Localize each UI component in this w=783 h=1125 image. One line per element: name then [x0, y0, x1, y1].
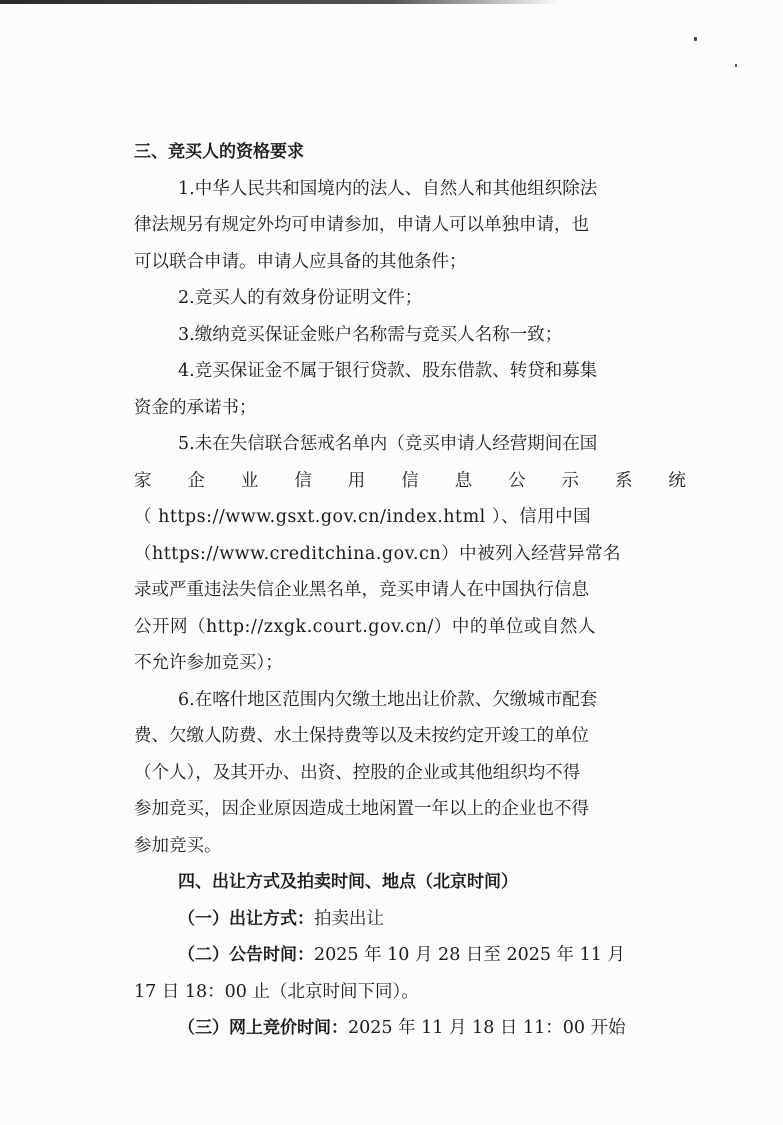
item-4-line-1: 4.竞买保证金不属于银行贷款、股东借款、转贷和募集: [178, 361, 598, 381]
item-4-line-2: 资金的承诺书；: [134, 397, 257, 418]
item-6-line-2: 费、欠缴人防费、水土保持费等以及未按约定开竣工的单位: [134, 726, 589, 746]
item-5-line-7: 不允许参加竞买）；: [134, 653, 283, 673]
item-1-line-1: 1.中华人民共和国境内的法人、自然人和其他组织除法: [178, 178, 598, 199]
item-5-char: 公: [508, 470, 526, 491]
sub-1-label: （一）出让方式：: [178, 908, 314, 929]
sub-3: [134, 1010, 686, 1047]
item-5-char: 示: [561, 470, 579, 491]
document-body: [134, 134, 686, 1047]
scan-speck: [694, 37, 697, 41]
sub-2-line-1: [134, 937, 686, 974]
section-3-heading: 三、竞买人的资格要求: [134, 142, 304, 162]
item-2: 2.竞买人的有效身份证明文件；: [178, 288, 423, 308]
item-5-char: 统: [668, 470, 686, 491]
item-5-line-2: [134, 463, 686, 500]
sub-2-label: （二）公告时间：: [178, 945, 314, 965]
section-4-heading: 四、出让方式及拍卖时间、地点（北京时间）: [178, 872, 518, 892]
item-1-line-3: 可以联合申请。申请人应具备的其他条件；: [134, 251, 467, 272]
sub-1: [134, 901, 686, 938]
item-6-line-4: 参加竞买，因企业原因造成土地闲置一年以上的企业也不得: [134, 799, 589, 819]
item-6-line-5: 参加竞买。: [134, 835, 222, 856]
item-6-line-1: 6.在喀什地区范围内欠缴土地出让价款、欠缴城市配套: [178, 689, 598, 710]
scan-speck: [735, 64, 737, 67]
item-5-char: 信: [294, 470, 312, 491]
item-5-line-6-zxgk-url: 公开网（http://zxgk.court.gov.cn/）中的单位或自然人: [134, 616, 596, 637]
item-5-line-1: 5.未在失信联合惩戒名单内（竞买申请人经营期间在国: [178, 434, 598, 454]
sub-2-value-line-1: 2025 年 10 月 28 日至 2025 年 11 月: [314, 945, 625, 965]
item-5-line-4-creditchina-url: （https://www.creditchina.gov.cn）中被列入经营异常名: [134, 543, 622, 564]
sub-3-value: 2025 年 11 月 18 日 11：00 开始: [348, 1018, 626, 1038]
item-1-line-2: 律法规另有规定外均可申请参加，申请人可以单独申请，也: [134, 215, 589, 235]
item-5-char: 家: [134, 470, 152, 491]
sub-1-value: 拍卖出让: [314, 908, 384, 929]
item-5-char: 息: [454, 470, 473, 491]
item-5-line-3-gsxt-url: （ https://www.gsxt.gov.cn/index.html ）、信用中国: [134, 507, 592, 527]
item-3: 3.缴纳竞买保证金账户名称需与竞买人名称一致；: [178, 324, 563, 345]
scan-edge-shadow: [0, 0, 560, 4]
item-5-char: 用: [347, 470, 366, 491]
item-5-char: 信: [401, 470, 419, 491]
sub-2-line-2: 17 日 18：00 止（北京时间下同）。: [134, 981, 419, 1002]
item-5-line-5: 录或严重违法失信企业黑名单，竞买申请人在中国执行信息: [134, 580, 589, 600]
item-5-char: 企: [187, 470, 205, 491]
sub-3-label: （三）网上竞价时间：: [178, 1018, 348, 1038]
item-5-char: 系: [614, 470, 633, 491]
item-6-line-3: （个人），及其开办、出资、控股的企业或其他组织均不得: [134, 762, 581, 783]
item-5-char: 业: [240, 470, 259, 491]
